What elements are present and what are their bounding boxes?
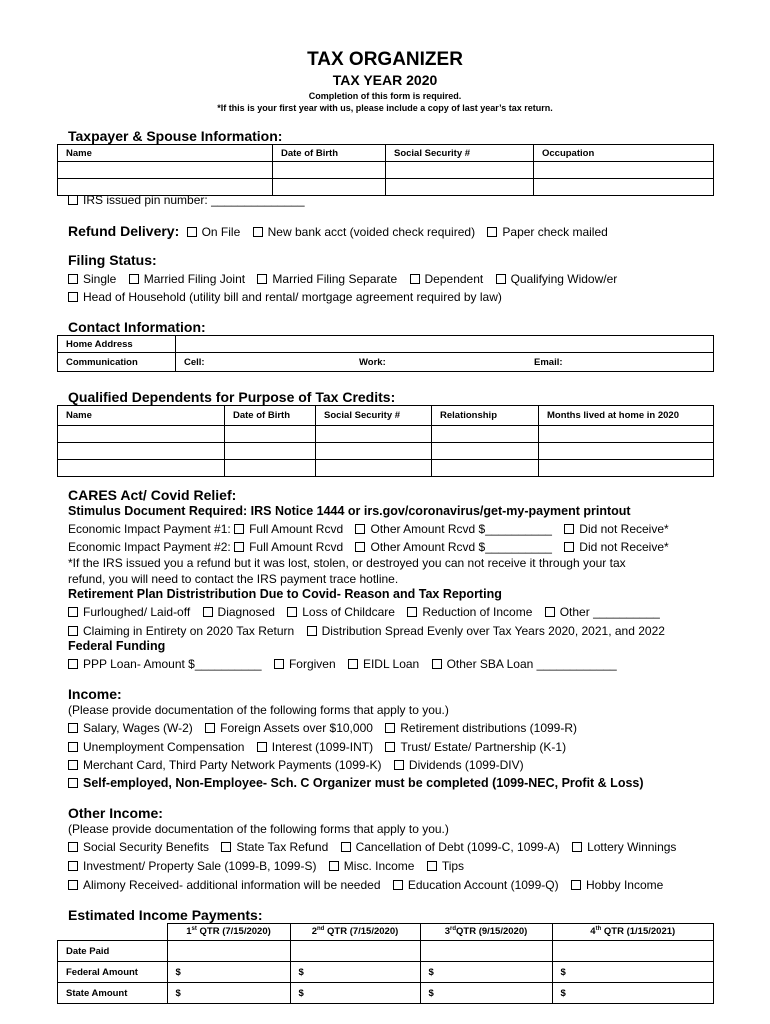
filing-row-2 (68, 290, 502, 304)
taxpayer-name-cell[interactable] (58, 162, 273, 179)
income-instruction: (Please provide documentation of the following forms that apply to you.) (68, 703, 449, 717)
federal-q4[interactable]: $ (552, 962, 714, 983)
dependent-checkbox[interactable] (410, 274, 420, 284)
education-label: Education Account (1099-Q) (407, 878, 559, 892)
taxpayer-table (57, 144, 714, 196)
other-income-instruction: (Please provide documentation of the following forms that apply to you.) (68, 822, 449, 836)
communication-label: Communication (58, 353, 176, 372)
filing-row-1 (68, 272, 617, 286)
w2-label: Salary, Wages (W-2) (83, 721, 193, 735)
lottery-checkbox[interactable] (572, 842, 582, 852)
work-label[interactable]: Work: (351, 353, 526, 372)
eip2-other-label: Other Amount Rcvd $__________ (370, 540, 552, 554)
dep-cell[interactable] (58, 426, 225, 443)
cod-label: Cancellation of Debt (1099-C, 1099-A) (355, 840, 560, 854)
furloughed-checkbox[interactable] (68, 607, 78, 617)
form-title: TAX ORGANIZER (307, 49, 463, 70)
mfs-label: Married Filing Separate (272, 272, 398, 286)
eip1-full-checkbox[interactable] (234, 524, 244, 534)
entirety-checkbox[interactable] (68, 626, 78, 636)
table-row (58, 426, 714, 443)
alimony-checkbox[interactable] (68, 880, 78, 890)
other-sba-checkbox[interactable] (432, 659, 442, 669)
trace-note-2: refund, you will need to contact the IRS payment trace hotline. (68, 572, 399, 586)
table-row (58, 443, 714, 460)
spread-label: Distribution Spread Evenly over Tax Years 2020, 2021, and 2022 (321, 624, 665, 638)
table-row (58, 162, 714, 179)
eidl-label: EIDL Loan (362, 657, 420, 671)
widow-checkbox[interactable] (496, 274, 506, 284)
alimony-label: Alimony Received- additional information will be needed (83, 878, 381, 892)
widow-label: Qualifying Widow/er (510, 272, 618, 286)
dep-cell[interactable] (225, 426, 316, 443)
col-occupation: Occupation (534, 145, 714, 162)
trace-note-1: *If the IRS issued you a refund but it was lost, stolen, or destroyed you can not receive it through your tax (68, 556, 626, 570)
table-row (58, 983, 714, 1004)
q2-header: 2nd QTR (7/15/2020) (290, 924, 420, 941)
federal-q3[interactable]: $ (420, 962, 552, 983)
eip1-none-label: Did not Receive* (579, 522, 669, 536)
irs-pin-checkbox[interactable] (68, 195, 78, 205)
taxpayer-heading: Taxpayer & Spouse Information: (68, 128, 283, 144)
stimulus-heading: Stimulus Document Required: IRS Notice 1444 or irs.gov/coronavirus/get-my-payment printout (68, 504, 631, 518)
mfj-checkbox[interactable] (129, 274, 139, 284)
hoh-label: Head of Household (utility bill and rental/ mortgage agreement required by law) (83, 290, 502, 304)
required-note: Completion of this form is required. (308, 91, 462, 101)
table-row (58, 962, 714, 983)
dep-col-ssn: Social Security # (316, 406, 432, 426)
eip2-line (68, 540, 669, 554)
cell-label[interactable]: Cell: (176, 353, 352, 372)
income-row-4 (68, 776, 644, 790)
q3-header: 3rdQTR (9/15/2020) (420, 924, 552, 941)
dep-cell[interactable] (432, 460, 539, 477)
table-row (58, 460, 714, 477)
childcare-checkbox[interactable] (287, 607, 297, 617)
other-income-row-3 (68, 878, 663, 892)
dep-cell[interactable] (316, 426, 432, 443)
federal-heading: Federal Funding (68, 639, 166, 653)
date-paid-q3[interactable] (420, 941, 552, 962)
hoh-checkbox[interactable] (68, 292, 78, 302)
col-name: Name (58, 145, 273, 162)
misc-checkbox[interactable] (329, 861, 339, 871)
eip1-line (68, 522, 669, 536)
k1-label: Trust/ Estate/ Partnership (K-1) (400, 740, 567, 754)
w2-checkbox[interactable] (68, 723, 78, 733)
federal-q1[interactable]: $ (167, 962, 290, 983)
other-income-row-2 (68, 859, 464, 873)
state-q1[interactable]: $ (167, 983, 290, 1004)
mfs-checkbox[interactable] (257, 274, 267, 284)
single-checkbox[interactable] (68, 274, 78, 284)
eip2-other-checkbox[interactable] (355, 542, 365, 552)
dep-col-months: Months lived at home in 2020 (539, 406, 714, 426)
other-sba-label: Other SBA Loan ____________ (446, 657, 617, 671)
email-label[interactable]: Email: (526, 353, 714, 372)
retirement-row-1 (68, 605, 660, 619)
ssb-checkbox[interactable] (68, 842, 78, 852)
taxpayer-ssn-cell[interactable] (386, 162, 534, 179)
retirement-dist-checkbox[interactable] (385, 723, 395, 733)
irs-pin-label: IRS issued pin number: ______________ (83, 193, 305, 207)
lottery-label: Lottery Winnings (587, 840, 677, 854)
ssb-label: Social Security Benefits (83, 840, 210, 854)
estimated-heading: Estimated Income Payments: (68, 907, 263, 923)
dep-cell[interactable] (316, 443, 432, 460)
first-year-note: *If this is your first year with us, please include a copy of last year’s tax return. (217, 103, 553, 113)
state-q3[interactable]: $ (420, 983, 552, 1004)
refund-newbank-checkbox[interactable] (253, 227, 263, 237)
home-address-label: Home Address (58, 336, 176, 353)
interest-checkbox[interactable] (257, 742, 267, 752)
state-amount-label: State Amount (58, 983, 168, 1004)
taxpayer-dob-cell[interactable] (273, 162, 386, 179)
eip1-label: Economic Impact Payment #1: (68, 522, 231, 536)
dep-cell[interactable] (225, 443, 316, 460)
federal-q2[interactable]: $ (290, 962, 420, 983)
reduction-label: Reduction of Income (422, 605, 533, 619)
table-row (58, 406, 714, 426)
income-heading: Income: (68, 686, 122, 702)
tax-year: TAX YEAR 2020 (332, 72, 438, 88)
unemployment-label: Unemployment Compensation (83, 740, 245, 754)
misc-label: Misc. Income (343, 859, 415, 873)
federal-amount-label: Federal Amount (58, 962, 168, 983)
education-checkbox[interactable] (393, 880, 403, 890)
entirety-label: Claiming in Entirety on 2020 Tax Return (83, 624, 295, 638)
reduction-checkbox[interactable] (407, 607, 417, 617)
dependent-label: Dependent (424, 272, 484, 286)
dep-cell[interactable] (432, 426, 539, 443)
q4-header: 4th QTR (1/15/2021) (552, 924, 714, 941)
spouse-ssn-cell[interactable] (386, 179, 534, 196)
eip1-full-label: Full Amount Rcvd (249, 522, 344, 536)
eip1-none-checkbox[interactable] (564, 524, 574, 534)
unemployment-checkbox[interactable] (68, 742, 78, 752)
eip1-other-checkbox[interactable] (355, 524, 365, 534)
date-paid-label: Date Paid (58, 941, 168, 962)
refund-paper-checkbox[interactable] (487, 227, 497, 237)
eip2-full-checkbox[interactable] (234, 542, 244, 552)
spouse-occupation-cell[interactable] (534, 179, 714, 196)
other-income-heading: Other Income: (68, 805, 163, 821)
refund-heading: Refund Delivery: (68, 223, 180, 239)
dep-col-dob: Date of Birth (225, 406, 316, 426)
refund-paper-label: Paper check mailed (502, 225, 608, 239)
contact-heading: Contact Information: (68, 319, 206, 335)
income-row-3 (68, 758, 524, 772)
single-label: Single (83, 272, 117, 286)
table-row (58, 924, 714, 941)
furloughed-label: Furloughed/ Laid-off (83, 605, 191, 619)
q1-header: 1st QTR (7/15/2020) (167, 924, 290, 941)
other-reason-checkbox[interactable] (545, 607, 555, 617)
mfj-label: Married Filing Joint (143, 272, 246, 286)
dep-cell[interactable] (432, 443, 539, 460)
retirement-heading: Retirement Plan Distristribution Due to Covid- Reason and Tax Reporting (68, 587, 502, 601)
dependents-table (57, 405, 714, 477)
estimated-table (57, 923, 714, 1004)
ppp-checkbox[interactable] (68, 659, 78, 669)
dep-cell[interactable] (316, 460, 432, 477)
refund-line (68, 223, 608, 239)
merchant-checkbox[interactable] (68, 760, 78, 770)
eip2-full-label: Full Amount Rcvd (249, 540, 344, 554)
investment-label: Investment/ Property Sale (1099-B, 1099-S) (83, 859, 317, 873)
self-employed-checkbox[interactable] (68, 778, 78, 788)
retirement-dist-label: Retirement distributions (1099-R) (400, 721, 578, 735)
eip1-other-label: Other Amount Rcvd $__________ (370, 522, 552, 536)
dep-col-name: Name (58, 406, 225, 426)
dep-cell[interactable] (58, 443, 225, 460)
foreign-label: Foreign Assets over $10,000 (220, 721, 373, 735)
federal-row (68, 657, 617, 671)
dep-col-relationship: Relationship (432, 406, 539, 426)
filing-heading: Filing Status: (68, 252, 157, 268)
refund-onfile-checkbox[interactable] (187, 227, 197, 237)
dep-cell[interactable] (225, 460, 316, 477)
eip2-label: Economic Impact Payment #2: (68, 540, 231, 554)
irs-pin-line (68, 193, 305, 207)
retirement-row-2 (68, 624, 665, 638)
hobby-label: Hobby Income (585, 878, 664, 892)
cod-checkbox[interactable] (341, 842, 351, 852)
hobby-checkbox[interactable] (571, 880, 581, 890)
income-row-2 (68, 740, 566, 754)
dependents-heading: Qualified Dependents for Purpose of Tax Credits: (68, 389, 396, 405)
eip2-none-checkbox[interactable] (564, 542, 574, 552)
diagnosed-label: Diagnosed (217, 605, 275, 619)
date-paid-q2[interactable] (290, 941, 420, 962)
table-row (58, 145, 714, 162)
other-reason-label: Other __________ (559, 605, 660, 619)
forgiven-checkbox[interactable] (274, 659, 284, 669)
table-row (58, 336, 714, 353)
refund-onfile-label: On File (201, 225, 241, 239)
table-row (58, 941, 714, 962)
eidl-checkbox[interactable] (348, 659, 358, 669)
contact-table (57, 335, 714, 372)
k1-checkbox[interactable] (385, 742, 395, 752)
tips-label: Tips (441, 859, 465, 873)
dep-cell[interactable] (539, 443, 714, 460)
other-income-row-1 (68, 840, 676, 854)
dividends-label: Dividends (1099-DIV) (408, 758, 524, 772)
state-q2[interactable]: $ (290, 983, 420, 1004)
state-refund-checkbox[interactable] (221, 842, 231, 852)
spread-checkbox[interactable] (307, 626, 317, 636)
childcare-label: Loss of Childcare (302, 605, 395, 619)
merchant-label: Merchant Card, Third Party Network Payments (1099-K) (83, 758, 382, 772)
self-employed-label: Self-employed, Non-Employee- Sch. C Organizer must be completed (1099-NEC, Profit & Loss) (83, 776, 644, 790)
interest-label: Interest (1099-INT) (271, 740, 374, 754)
eip2-none-label: Did not Receive* (579, 540, 669, 554)
dep-cell[interactable] (58, 460, 225, 477)
income-row-1 (68, 721, 577, 735)
col-dob: Date of Birth (273, 145, 386, 162)
diagnosed-checkbox[interactable] (203, 607, 213, 617)
dividends-checkbox[interactable] (394, 760, 404, 770)
dep-cell[interactable] (539, 426, 714, 443)
date-paid-q4[interactable] (552, 941, 714, 962)
foreign-checkbox[interactable] (205, 723, 215, 733)
date-paid-q1[interactable] (167, 941, 290, 962)
cares-heading: CARES Act/ Covid Relief: (68, 487, 237, 503)
dep-cell[interactable] (539, 460, 714, 477)
table-row (58, 353, 714, 372)
taxpayer-occupation-cell[interactable] (534, 162, 714, 179)
state-refund-label: State Tax Refund (236, 840, 329, 854)
estimated-corner (58, 924, 168, 941)
ppp-label: PPP Loan- Amount $__________ (83, 657, 262, 671)
investment-checkbox[interactable] (68, 861, 78, 871)
tips-checkbox[interactable] (427, 861, 437, 871)
forgiven-label: Forgiven (288, 657, 336, 671)
home-address-cell[interactable] (176, 336, 714, 353)
state-q4[interactable]: $ (552, 983, 714, 1004)
col-ssn: Social Security # (386, 145, 534, 162)
refund-newbank-label: New bank acct (voided check required) (267, 225, 476, 239)
